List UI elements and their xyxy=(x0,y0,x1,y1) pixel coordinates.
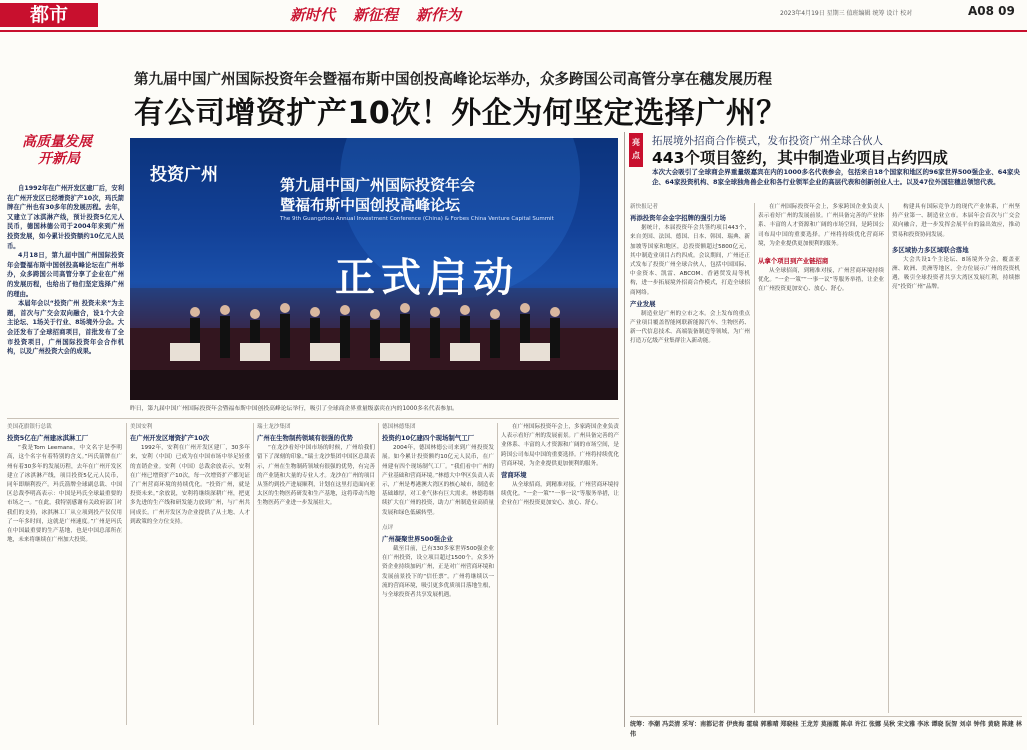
rcol2-body2: 从全球招商，到精准对接，广州营商环境持续优化。“一企一策”“一事一议”等服务举措，让企业在广州投资更加安心、放心、舒心。 xyxy=(758,268,884,293)
sidebar-intro xyxy=(7,184,124,374)
highlight-tag-text: 亮点 xyxy=(632,138,640,160)
col5b-sub: 营商环境 xyxy=(501,471,527,480)
screen-title-1: 第九届中国广州国际投资年会 xyxy=(280,176,476,194)
rcol2-body: 在广州国际投资年会上，多家跨国企业负责人表示看好广州的发展前景。广州具备完善的产业体系、丰富的人才资源和广阔的市场空间，是跨国公司布局中国的重要选择。广州将持续优化营商环境，为企业提供更加便利的服务。 xyxy=(758,204,884,247)
bottom-col-3 xyxy=(257,423,375,725)
col3-body: “在龙沙看好中国市场的时候，广州给我们留下了深刻的印象。”瑞士龙沙集团中国区总裁表示，广州在生物制药领域有很强的优势，有完善的产业链和大量的专业人才。龙沙在广州的项目从签约到投产进展顺利，计划在这里打造面向亚太区的生物医药研发和生产基地，这将带动当地生物医药产业进一步发展壮大。 xyxy=(257,445,375,507)
event-photo xyxy=(130,138,618,400)
col4-title: 投资约10亿建四个现场制气工厂 xyxy=(382,434,474,443)
rcol1-body: 据统计，本届投资年会共签约项目443个，来自美国、法国、德国、日本、韩国、瑞典、新加坡等国家和地区，总投资额超过5800亿元，其中制造业项目占约四成。会议期间，广州还正式发布了投资广州全球合伙人，包括中国国际、中金资本、凯雷、ABCOM、香港贸发局等机构，进一步拓展境外招商合作模式，打造全球招商网络。 xyxy=(630,225,750,296)
divider-r1 xyxy=(754,203,755,713)
rcol2-sub-title: 从拿个项目到产业链招商 xyxy=(758,257,829,266)
rcol3-sub: 多区域协力多区域联合落地 xyxy=(892,245,969,254)
col1-reporter: 美国花旗银行总裁 xyxy=(7,424,52,430)
intro-p1: 自1992年在广州开发区建厂后，安利在广州开发区已经增资扩产10次，玛氏箭牌在广州也有30多年的发展历程。去年，又建立了冰淇淋产线，预计投资5亿元人民币，德国林德公司于2004年来到广州投资发展，如今累计投资额约10亿元人民币。 xyxy=(7,185,124,250)
slogan-3: 新作为 xyxy=(416,6,462,24)
right-col-2 xyxy=(758,203,884,713)
right-section-divider xyxy=(624,132,625,727)
col5-reporter: 点评 xyxy=(382,524,394,531)
screen-title-en: The 9th Guangzhou Annual Investment Conference (China) & Forbes China Venture Capital Summit xyxy=(280,216,554,222)
masthead-rule xyxy=(0,30,1027,32)
col2-reporter: 美国安利 xyxy=(130,424,153,430)
rcol1-title: 再添投资年会金字招牌的强引力场 xyxy=(630,214,726,223)
divider-3 xyxy=(378,423,379,725)
highlight-lead: 本次大会吸引了全球商企界重量级嘉宾在内的1000多名代表参会，包括来自18个国家和地区的96家世界500强企业、64家央企、64家投资机构、8家全球独角兽企业和各行业领军企业的高层代表和创新创业人士。以及47位外国驻穗总领馆代表。 xyxy=(652,168,1020,186)
photo-banner: 投资广州 xyxy=(150,165,218,185)
bottom-col-2 xyxy=(130,423,250,725)
intro-p2: 4月18日，第九届中国广州国际投资年会暨福布斯中国创投高峰论坛在广州举办，众多跨国公司高管分享了企业在广州的发展历程，也给出了他们坚定选择广州的理由。 xyxy=(7,252,124,298)
headline-title: 有公司增资扩产10次！外企为何坚定选择广州？ xyxy=(134,96,787,131)
footer-rule xyxy=(630,716,1022,717)
page-code: A08 09 xyxy=(968,4,1015,18)
screen-big-text: 正式启动 xyxy=(335,254,519,301)
divider-2 xyxy=(253,423,254,725)
bottom-col-4 xyxy=(382,423,494,725)
right-col-1 xyxy=(630,203,750,713)
highlight-kicker: 拓展境外招商合作模式，发布投资广州全球合伙人 xyxy=(652,135,883,147)
divider-r2 xyxy=(888,203,889,713)
headline-kicker: 第九届中国广州国际投资年会暨福布斯中国创投高峰论坛举办，众多跨国公司高管分享在穗发展历程 xyxy=(134,72,772,88)
rcol3-body2: 大会共设1个主论坛、8场境外分会，覆盖亚洲、欧洲、美洲等地区，全方位展示广州的投资机遇，吸引全球投资者共享大湾区发展红利，持续擦亮“投资广州”品牌。 xyxy=(892,256,1020,291)
logo-line1: 高质量发展 xyxy=(22,134,92,150)
col5-title: 广州凝聚世界500强企业 xyxy=(382,535,453,544)
bottom-rule xyxy=(7,418,619,419)
date-line: 2023年4月19日 星期三 值班编辑 统筹 设计 校对 xyxy=(780,10,913,17)
screen-title-2: 暨福布斯中国创投高峰论坛 xyxy=(280,196,461,214)
rcol3-body: 构建具有国际竞争力的现代产业体系，广州坚持产业第一、制造业立市。本届年会首次与广交会双向融合，进一步发挥会展平台的溢出效应，推动贸易和投资协同发展。 xyxy=(892,204,1020,238)
divider-4 xyxy=(497,423,498,725)
highlight-title: 443个项目签约，其中制造业项目占约四成 xyxy=(652,149,948,167)
rcol1-sub: 产业发展 xyxy=(630,299,656,308)
bottom-col-1 xyxy=(7,423,122,725)
slogan-2: 新征程 xyxy=(353,6,399,24)
bottom-col-5 xyxy=(501,423,619,725)
col5b-body: 在广州国际投资年会上，多家跨国企业负责人表示看好广州的发展前景。广州具备完善的产业体系、丰富的人才资源和广阔的市场空间，是跨国公司布局中国的重要选择。广州将持续优化营商环境，为企业提供更加便利的服务。 xyxy=(501,424,619,467)
col5b-body2: 从全球招商，到精准对接，广州营商环境持续优化。“一企一策”“一事一议”等服务举措，让企业在广州投资更加安心、放心、舒心。 xyxy=(501,482,619,507)
col4-reporter: 德国林德集团 xyxy=(382,424,416,430)
highlight-tag xyxy=(629,133,643,167)
rcol1-body2: 制造业是广州的立市之本。会上发布的重点产业项目覆盖智能网联新能源汽车、生物医药、新一代信息技术、高端装备制造等领域，为广州打造万亿级产业集群注入新动能。 xyxy=(630,310,750,345)
sidebar-logo xyxy=(14,134,114,176)
slogan-1: 新时代 xyxy=(290,6,336,24)
photo-caption: 昨日，第九届中国广州国际投资年会暨福布斯中国创投高峰论坛举行，吸引了全球商企界重量级嘉宾在内的1000多名代表参加。 xyxy=(130,406,458,412)
slogan-row xyxy=(290,4,461,26)
masthead xyxy=(0,0,1027,36)
col3-title: 广州在生物制药领域有很强的优势 xyxy=(257,434,353,443)
right-col-3 xyxy=(892,203,1020,713)
col2-body: 1992年，安利在广州开发区建厂，30多年来，安利（中国）已成为在中国市场中举足轻重的直销企业。安利（中国）总裁余放表示，安利在广州已增资扩产10次，每一次增资扩产都见证了广州营商环境的持续优化。“投资广州，就是投资未来。”余放说，安利将继续深耕广州，把更多先进的生产线和研发能力放到广州，与广州共同成长。广州开发区为企业提供了从土地、人才到政策的全方位支持。 xyxy=(130,445,250,525)
col3-reporter: 瑞士龙沙集团 xyxy=(257,424,291,430)
col1-title: 投资5亿在广州建冰淇淋工厂 xyxy=(7,434,89,443)
col1-body: “我是Tom Leemans，中文名字是李明高，这个名字有着特别的含义。”玛氏箭牌在广州有着30多年的发展历程，去年在广州开发区建立了冰淇淋产线，项目投资5亿元人民币，同年即顺利投产。玛氏箭牌全球副总裁、中国区总裁李明高表示：中国是玛氏全球最重要的市场之一。“在此，我特别感谢有关政府部门对我们的支持，冰淇淋工厂从立项到投产仅仅用了一年多时间，这就是广州速度。”广州是玛氏在中国最重要的生产基地，也是中国总部所在地，未来将继续在广州加大投资。 xyxy=(7,445,122,544)
rcol1-reporter: 新快报记者 xyxy=(630,204,658,210)
logo-line2: 开新局 xyxy=(38,151,80,167)
col4-body: 2004年，德国林德公司来到广州投资发展。如今累计投资额约10亿元人民币，在广州建有四个现场制气工厂。“我们看中广州的产业基础和营商环境。”林德大中华区负责人表示，广州是粤港澳大湾区的核心城市，制造业基础雄厚，对工业气体有巨大需求。林德将继续扩大在广州的投资，助力广州制造业高质量发展和绿色低碳转型。 xyxy=(382,445,494,516)
col5-body: 截至目前，已有330多家世界500强企业在广州投资，设立项目超过1500个。众多外资企业持续加码广州，正是对广州营商环境和发展前景投下的“信任票”。广州将继续以一流的营商环境，吸引更多优质项目落地生根，与全球投资者共享发展机遇。 xyxy=(382,546,494,599)
col2-title: 在广州开发区增资扩产10次 xyxy=(130,434,210,443)
intro-p3: 本届年会以“投资广州 投资未来”为主题，首次与广交会双向融合，设1个大会主论坛、1场关于行业、8场境外分会。大会还发布了全球招商项目，首批发布了全市投资项目，广州国际投资年会合作机构，以及广州投资大会的成果。 xyxy=(7,300,124,356)
section-name: 都市 xyxy=(30,4,69,26)
divider-1 xyxy=(126,423,127,725)
footer-credits: 统筹：李潮 冯芸清 采写：南都记者 伊贵海 霍瑞 郭雅晴 郑晓桂 王龙芳 莫丽霞 陈卓 许江 张娜 吴秋 宋文雅 李冰 谭晓 阮智 刘卓 钟伟 黄晓 陈建 林伟 xyxy=(630,721,1022,738)
